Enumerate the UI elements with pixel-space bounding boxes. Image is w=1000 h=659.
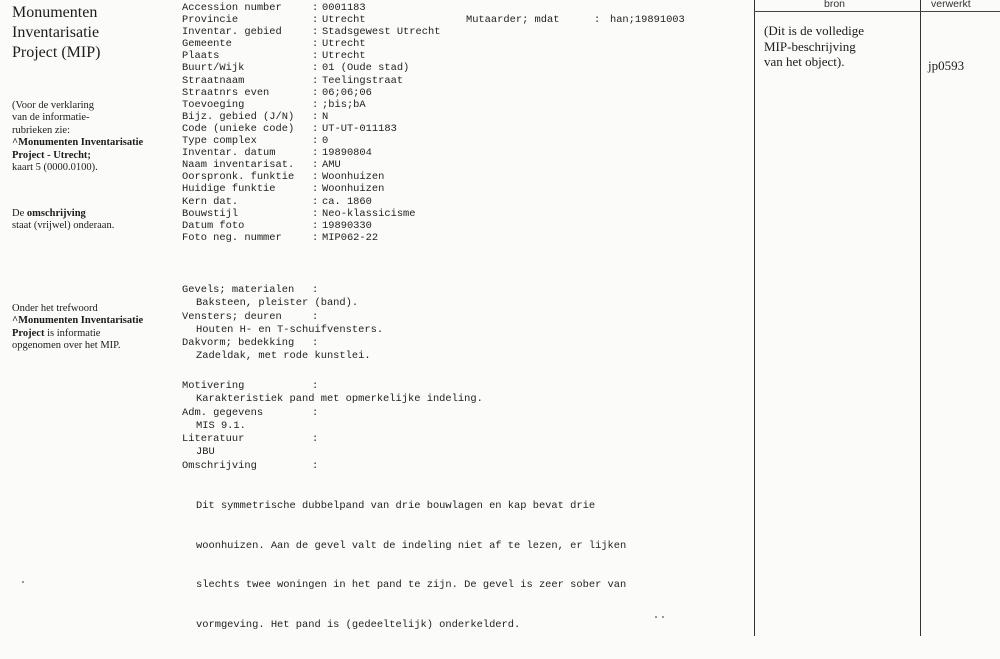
note-bold: Project <box>12 327 45 339</box>
source-table <box>754 0 1000 649</box>
field-label: Type complex <box>182 135 257 148</box>
field-value: MIP062-22 <box>322 231 379 244</box>
note-bold: omschrijving <box>26 208 86 219</box>
note-line: (Voor de verklaring <box>12 100 95 111</box>
mutator-field <box>441 2 685 38</box>
field-row <box>182 26 440 38</box>
field-row <box>182 123 440 135</box>
column-header-verwerkt: verwerkt <box>931 0 971 10</box>
description-heading <box>182 460 626 473</box>
field-separator: : <box>312 62 319 75</box>
description-text <box>182 473 626 659</box>
field-separator: : <box>312 195 319 208</box>
scan-speck <box>655 616 657 618</box>
field-label: Kern dat. <box>182 195 239 208</box>
note-bold-line: Project - Utrecht; <box>12 149 91 161</box>
field-value: 19890330 <box>322 219 372 232</box>
field-value: ca. 1860 <box>322 195 372 208</box>
field-row <box>182 220 440 232</box>
section-text: Zadeldak, met rode kunstlei. <box>196 350 371 363</box>
field-row <box>182 337 383 350</box>
scan-speck <box>662 616 664 618</box>
field-label: Straatnaam <box>182 74 245 87</box>
field-label: Literatuur <box>182 433 245 446</box>
field-separator: : <box>312 86 319 99</box>
field-label: Naam inventarisat. <box>182 159 295 172</box>
source-line: van het object). <box>764 54 845 69</box>
field-separator: : <box>593 14 601 27</box>
field-row <box>182 284 383 297</box>
field-row <box>182 50 440 62</box>
field-label: Inventar. gebied <box>182 26 282 39</box>
note-text: is informatie <box>44 327 101 339</box>
field-row <box>182 407 626 420</box>
field-separator: : <box>312 38 319 51</box>
field-value: Woonhuizen <box>322 171 385 184</box>
field-value: Utrecht <box>322 50 366 63</box>
field-row <box>182 232 440 244</box>
field-row <box>182 2 440 14</box>
field-separator: : <box>312 459 319 472</box>
field-separator: : <box>312 26 319 39</box>
field-separator: : <box>312 2 319 14</box>
field-value: AMU <box>322 159 341 172</box>
section-text: Baksteen, pleister (band). <box>196 297 359 310</box>
field-separator: : <box>312 122 319 135</box>
field-label: Omschrijving <box>182 459 257 472</box>
field-value: 19890804 <box>322 147 372 160</box>
table-divider <box>920 0 921 636</box>
field-separator: : <box>312 159 319 172</box>
table-divider <box>754 0 755 636</box>
source-line: (Dit is de volledige <box>764 23 865 38</box>
field-row <box>182 87 440 99</box>
mip-title <box>12 3 177 63</box>
field-row <box>182 111 440 123</box>
note-line: kaart 5 (0000.0100). <box>12 162 98 174</box>
description-line: slechts twee woningen in het pand te zijn. De gevel is zeer sober van <box>196 579 627 592</box>
source-note <box>764 23 914 70</box>
explanation-note <box>12 100 182 174</box>
field-value: Utrecht <box>322 38 366 51</box>
field-separator: : <box>312 207 319 220</box>
note-line: opgenomen over het MIP. <box>12 340 121 352</box>
field-row <box>182 135 440 147</box>
processed-code: jp0593 <box>928 58 965 73</box>
field-row <box>182 159 440 171</box>
source-line: MIP-beschrijving <box>764 38 856 54</box>
field-label: Motivering <box>182 380 245 392</box>
field-row <box>182 183 440 195</box>
field-label: Bijz. gebied (J/N) <box>182 110 295 123</box>
section-text: JBU <box>196 446 215 459</box>
field-label: Plaats <box>182 50 220 63</box>
field-separator: : <box>312 433 319 446</box>
field-row <box>182 99 440 111</box>
field-separator: : <box>312 74 319 87</box>
field-row <box>182 196 440 208</box>
section-text: Karakteristiek pand met opmerkelijke indeling. <box>196 393 483 406</box>
field-label: Gemeente <box>182 38 232 51</box>
field-separator: : <box>312 183 319 196</box>
field-separator: : <box>312 284 319 296</box>
field-value: 06;06;06 <box>322 86 372 99</box>
field-value: Woonhuizen <box>322 183 385 196</box>
description-line: Dit symmetrische dubbelpand van drie bouwlagen en kap bevat drie <box>196 499 596 512</box>
section-text: MIS 9.1. <box>196 419 246 432</box>
field-separator: : <box>312 231 319 244</box>
description-note <box>12 208 182 233</box>
mip-title-line: Monumenten <box>12 4 98 21</box>
note-text: De <box>12 208 27 219</box>
field-label: Oorspronk. funktie <box>182 171 295 184</box>
field-label: Code (unieke code) <box>182 122 295 135</box>
field-label: Bouwstijl <box>182 207 239 220</box>
note-bold-line: ^Monumenten Inventarisatie <box>12 315 144 327</box>
field-separator: : <box>312 219 319 232</box>
field-label: Datum foto <box>182 219 245 232</box>
field-separator: : <box>312 50 319 63</box>
field-row <box>182 14 440 26</box>
field-value: 01 (Oude stad) <box>322 62 410 75</box>
field-value: UT-UT-011183 <box>322 122 397 135</box>
field-value: Stadsgewest Utrecht <box>322 26 441 39</box>
field-value: Utrecht <box>322 14 366 27</box>
field-separator: : <box>312 135 319 148</box>
left-margin <box>12 3 177 352</box>
note-bold-line: ^Monumenten Inventarisatie <box>12 137 144 149</box>
field-separator: : <box>312 310 319 323</box>
field-label: Toevoeging <box>182 98 245 111</box>
field-separator: : <box>312 337 319 350</box>
field-value: han;19891003 <box>609 14 685 27</box>
field-separator: : <box>312 406 319 419</box>
field-row <box>182 147 440 159</box>
field-label: Accession number <box>182 2 282 14</box>
field-separator: : <box>312 380 319 392</box>
field-label: Inventar. datum <box>182 147 276 160</box>
field-separator: : <box>312 110 319 123</box>
field-label: Vensters; deuren <box>182 310 282 323</box>
field-label: Dakvorm; bedekking <box>182 337 295 350</box>
field-separator: : <box>312 171 319 184</box>
table-header-rule <box>754 11 1000 12</box>
mip-title-line: Project (MIP) <box>12 44 101 61</box>
field-label: Adm. gegevens <box>182 406 264 419</box>
field-label: Buurt/Wijk <box>182 62 245 75</box>
description-line: woonhuizen. Aan de gevel valt de indeling niet af te lezen, er lijken <box>196 539 627 552</box>
field-label: Provincie <box>182 14 239 27</box>
field-separator: : <box>312 147 319 160</box>
field-row <box>182 311 383 324</box>
materials-section <box>182 284 383 364</box>
field-label: Huidige funktie <box>182 183 276 196</box>
field-separator: : <box>312 14 319 27</box>
field-separator: : <box>312 98 319 111</box>
section-text: Houten H- en T-schuifvensters. <box>196 323 384 336</box>
field-value: ;bis;bA <box>322 98 366 111</box>
field-row <box>182 208 440 220</box>
description-line: vormgeving. Het pand is (gedeeltelijk) onderkelderd. <box>196 619 521 632</box>
note-line: van de informatie- <box>12 112 90 124</box>
field-value: Neo-klassicisme <box>322 207 416 220</box>
column-header-bron: bron <box>824 0 846 10</box>
field-value: N <box>322 110 329 123</box>
note-line: Onder het trefwoord <box>12 303 98 314</box>
field-value: Teelingstraat <box>322 74 404 87</box>
keyword-note <box>12 303 182 353</box>
motivation-section <box>182 380 626 659</box>
field-row <box>182 62 440 74</box>
field-row <box>182 380 626 393</box>
field-label: Mutaarder; mdat <box>465 14 560 27</box>
field-row <box>182 75 440 87</box>
field-label: Gevels; materialen <box>182 284 295 296</box>
field-value: 0001183 <box>322 2 366 14</box>
mip-title-line: Inventarisatie <box>12 24 100 41</box>
note-line: rubrieken zie: <box>12 124 71 136</box>
field-row <box>182 433 626 446</box>
scan-speck <box>22 581 24 583</box>
field-value: 0 <box>322 135 329 148</box>
field-row <box>182 171 440 183</box>
field-label: Straatnrs even <box>182 86 270 99</box>
field-row <box>182 38 440 50</box>
field-label: Foto neg. nummer <box>182 231 282 244</box>
note-line: staat (vrijwel) onderaan. <box>12 220 115 232</box>
record-fields <box>182 2 440 244</box>
